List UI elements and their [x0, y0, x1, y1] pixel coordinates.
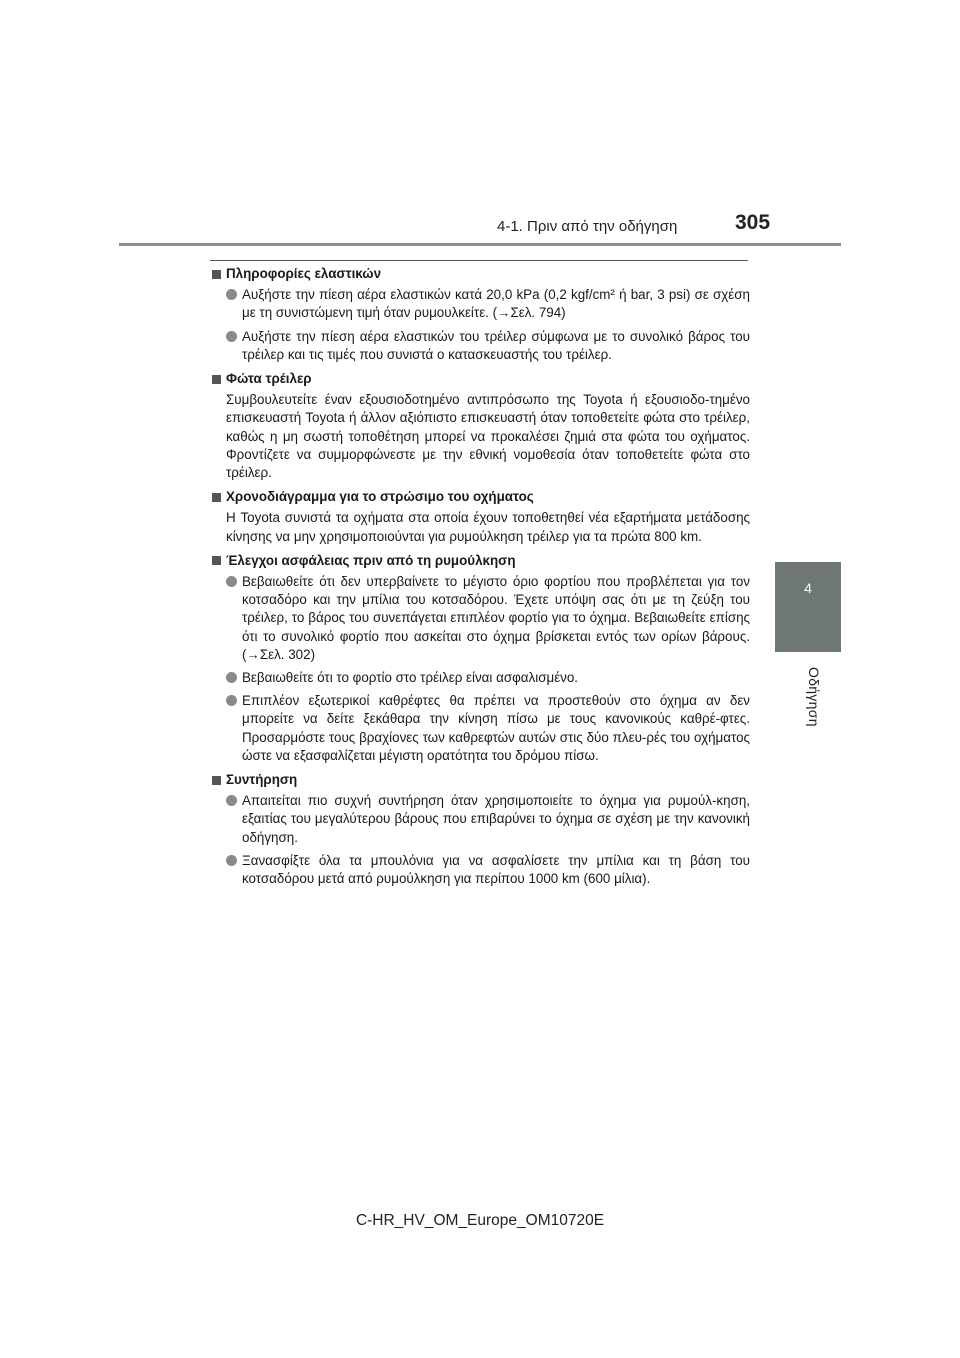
round-bullet-icon	[226, 576, 237, 587]
section-tire-info	[210, 265, 750, 364]
section-break-in-schedule	[210, 488, 750, 546]
list-item	[210, 286, 750, 322]
header-section-title: 4-1. Πριν από την οδήγηση	[497, 218, 678, 235]
list-item-text: Βεβαιωθείτε ότι το φορτίο στο τρέιλερ είναι ασφαλισμένο.	[242, 670, 579, 686]
section-trailer-lights	[210, 370, 750, 482]
section-heading	[210, 488, 750, 506]
content-top-divider	[210, 260, 748, 261]
list-item	[210, 573, 750, 664]
square-bullet-icon	[212, 270, 221, 279]
section-heading	[210, 370, 750, 388]
list-item-text: Βεβαιωθείτε ότι δεν υπερβαίνετε το μέγιστο όριο φορτίου που προβλέπεται για τον κοτσαδόρο και την μπίλια του κοτσαδόρου. Έχετε υπόψη σας ότι με τη ζεύξη του τρέιλερ, το βάρος του συνεπάγεται επιπλέον φορτίο για το όχημα. Βεβαιωθείτε επίσης ότι το συνολικό φορτίο που ασκείται στο όχημα βρίσκεται εντός των ορίων βάρους. (→Σελ. 302)	[242, 574, 750, 662]
round-bullet-icon	[226, 672, 237, 683]
chapter-tab-label: Οδήγηση	[806, 667, 822, 727]
square-bullet-icon	[212, 556, 221, 565]
list-item-text: Απαιτείται πιο συχνή συντήρηση όταν χρησιμοποιείτε το όχημα για ρυμούλ-κηση, εξαιτίας του μεγαλύτερου βάρους που επιβαρύνει το όχημα σε σχέση με την κανονική οδήγηση.	[242, 793, 750, 845]
section-heading-text: Πληροφορίες ελαστικών	[226, 266, 382, 281]
square-bullet-icon	[212, 375, 221, 384]
list-item-text: Αυξήστε την πίεση αέρα ελαστικών του τρέιλερ σύμφωνα με το συνολικό βάρος του τρέιλερ και τις τιμές που συνιστά ο κατασκευαστής του τρέιλερ.	[242, 328, 750, 362]
square-bullet-icon	[212, 776, 221, 785]
header-divider	[119, 243, 841, 246]
list-item	[210, 852, 750, 888]
section-heading	[210, 265, 750, 283]
section-maintenance	[210, 771, 750, 888]
section-heading	[210, 552, 750, 570]
section-paragraph: Συμβουλευτείτε έναν εξουσιοδοτημένο αντιπρόσωπο της Toyota ή εξουσιοδο-τημένο επισκευαστή Toyota ή άλλον αξιόπιστο επισκευαστή όταν τοποθετείτε φώτα στο τρέιλερ, καθώς η μη σωστή τοποθέτηση μπορεί να προκαλέσει ζημιά στα φώτα του οχήματος. Φροντίζετε να συμμορφώνεστε με την εθνική νομοθεσία όταν τοποθετείτε φώτα στο τρέιλερ.	[226, 392, 750, 481]
section-paragraph: Η Toyota συνιστά τα οχήματα στα οποία έχουν τοποθετηθεί νέα εξαρτήματα μετάδοσης κίνησης να μην χρησιμοποιούνται για ρυμούλκηση τρέιλερ για τα πρώτα 800 km.	[226, 510, 750, 544]
section-heading-text: Έλεγχοι ασφάλειας πριν από τη ρυμούλκηση	[226, 552, 516, 568]
list-item	[210, 328, 750, 364]
page-number: 305	[735, 211, 771, 234]
chapter-tab	[775, 562, 841, 652]
round-bullet-icon	[226, 695, 237, 706]
round-bullet-icon	[226, 795, 237, 806]
section-heading-text: Φώτα τρέιλερ	[226, 371, 312, 387]
list-item	[210, 669, 750, 687]
chapter-tab-number: 4	[804, 580, 812, 596]
round-bullet-icon	[226, 289, 237, 300]
round-bullet-icon	[226, 331, 237, 342]
section-heading-text: Συντήρηση	[226, 772, 298, 788]
footer-document-id: C-HR_HV_OM_Europe_OM10720E	[355, 1212, 605, 1229]
section-safety-checks	[210, 552, 750, 765]
list-item-text: Αυξήστε την πίεση αέρα ελαστικών κατά 20,0 kPa (0,2 kgf/cm² ή bar, 3 psi) σε σχέση με τη συνιστώμενη τιμή όταν ρυμουλκείτε. (→Σελ. 794)	[242, 287, 750, 321]
round-bullet-icon	[226, 855, 237, 866]
section-heading-text: Χρονοδιάγραμμα για το στρώσιμο του οχήματος	[226, 489, 534, 505]
square-bullet-icon	[212, 493, 221, 502]
section-heading	[210, 771, 750, 789]
list-item-text: Ξανασφίξτε όλα τα μπουλόνια για να ασφαλίσετε την μπίλια και τη βάση του κοτσαδόρου μετά από ρυμούλκηση για περίπου 1000 km (600 μίλια).	[242, 852, 750, 887]
list-item	[210, 692, 750, 765]
page-content	[210, 265, 750, 894]
list-item-text: Επιπλέον εξωτερικοί καθρέφτες θα πρέπει να προστεθούν στο όχημα αν δεν μπορείτε να δείτε ξεκάθαρα την κίνηση πίσω με τους κανονικούς καθρέ-φτες. Προσαρμόστε τους βραχίονες των καθρεφτών αυτών στις δύο πλευ-ρές του οχήματος ώστε να εξασφαλίζεται μέγιστη ορατότητα του δρόμου πίσω.	[242, 693, 750, 763]
list-item	[210, 792, 750, 847]
